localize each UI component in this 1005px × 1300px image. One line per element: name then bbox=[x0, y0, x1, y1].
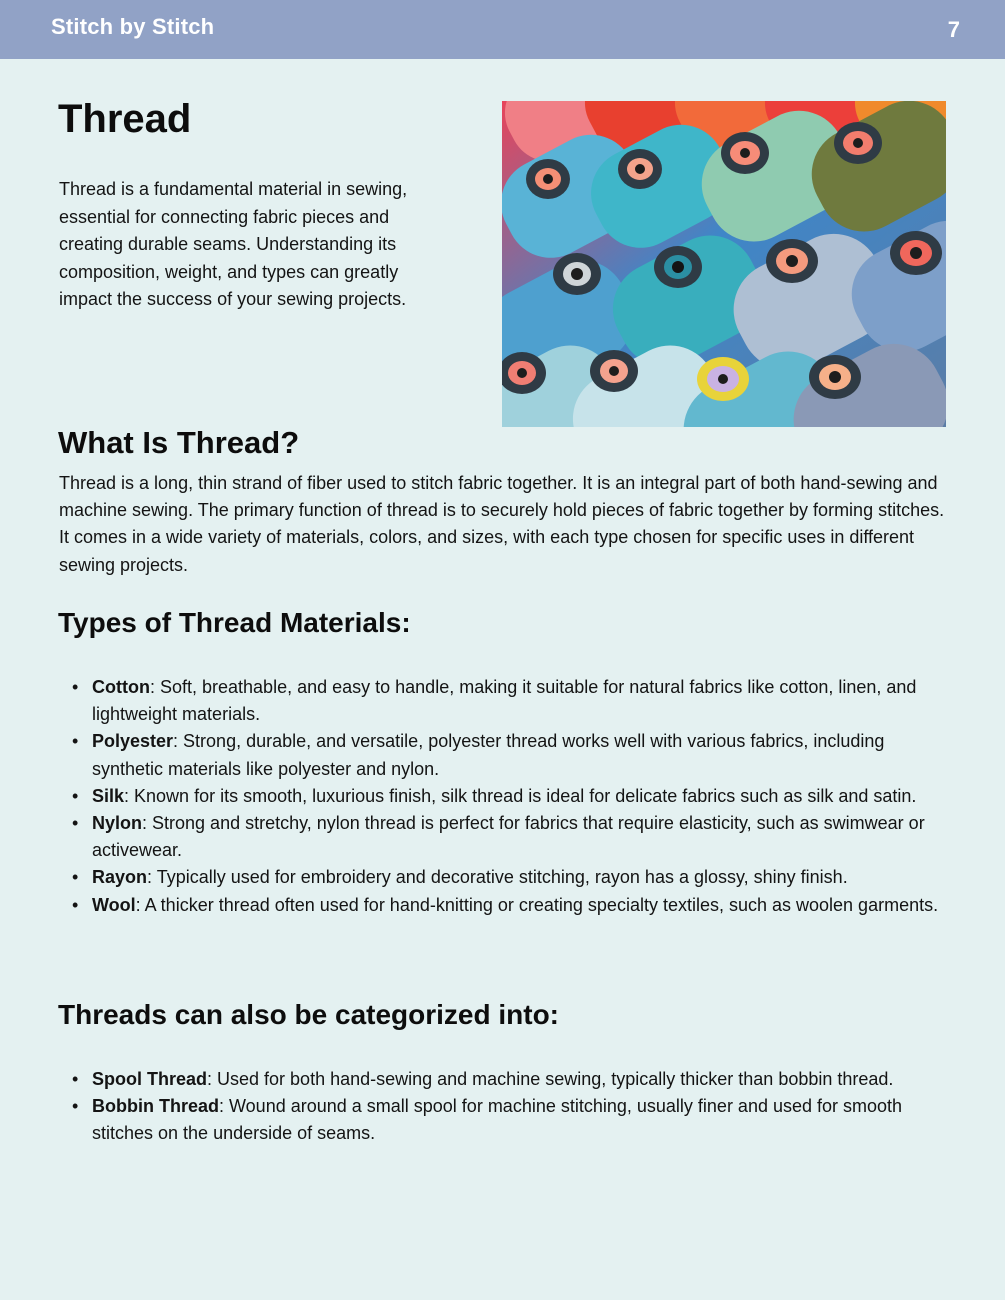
thread-spools-photo bbox=[502, 101, 946, 427]
bullet-icon: • bbox=[72, 894, 79, 915]
page-header bbox=[0, 0, 1005, 59]
item-term: Nylon bbox=[92, 813, 143, 834]
intro-paragraph: Thread is a fundamental material in sewing, essential for connecting fabric pieces and creating durable seams. Understanding its composition, weight, and types can greatly impact the success of your sewing projects. bbox=[59, 179, 408, 309]
materials-list bbox=[59, 674, 949, 919]
bullet-icon: • bbox=[72, 677, 79, 697]
list-item bbox=[59, 783, 949, 810]
item-term: Silk bbox=[92, 785, 125, 806]
item-term: Wool bbox=[92, 894, 136, 915]
item-term: Polyester bbox=[92, 731, 174, 752]
bullet-icon: • bbox=[72, 1096, 79, 1117]
bullet-icon: • bbox=[72, 813, 79, 834]
list-item bbox=[59, 892, 949, 919]
item-description: : Typically used for embroidery and decorative stitching, rayon has a glossy, shiny finish. bbox=[147, 867, 848, 888]
item-description: : A thicker thread often used for hand-knitting or creating specialty textiles, such as woolen garments. bbox=[135, 894, 939, 915]
item-term: Rayon bbox=[92, 867, 148, 888]
list-item bbox=[59, 1093, 949, 1147]
list-item bbox=[59, 810, 949, 864]
list-item bbox=[59, 674, 949, 728]
item-description: : Wound around a small spool for machine stitching, usually finer and used for smooth stitches on the underside of seams. bbox=[92, 1096, 903, 1144]
page-number: 7 bbox=[947, 17, 960, 42]
item-description: : Strong and stretchy, nylon thread is perfect for fabrics that require elasticity, such as swimwear or activewear. bbox=[92, 813, 925, 861]
categories-heading: Threads can also be categorized into: bbox=[58, 999, 560, 1030]
item-term: Spool Thread bbox=[92, 1069, 208, 1089]
brand-name: Stitch by Stitch bbox=[51, 14, 215, 39]
bullet-icon: • bbox=[72, 867, 79, 888]
item-term: Cotton bbox=[92, 677, 150, 697]
bullet-icon: • bbox=[72, 785, 79, 806]
page-title: Thread bbox=[58, 97, 192, 141]
item-term: Bobbin Thread bbox=[92, 1096, 219, 1117]
categories-list bbox=[59, 1066, 949, 1148]
bullet-icon: • bbox=[72, 1069, 79, 1089]
item-description: : Soft, breathable, and easy to handle, making it suitable for natural fabrics like cotton, linen, and lightweight materials. bbox=[92, 677, 917, 725]
what-is-thread-heading: What Is Thread? bbox=[58, 425, 300, 460]
list-item bbox=[59, 1066, 949, 1093]
item-description: : Used for both hand-sewing and machine sewing, typically thicker than bobbin thread. bbox=[207, 1069, 894, 1089]
bullet-icon: • bbox=[72, 731, 79, 752]
item-description: : Known for its smooth, luxurious finish, silk thread is ideal for delicate fabrics such as silk and satin. bbox=[124, 785, 917, 806]
item-description: : Strong, durable, and versatile, polyester thread works well with various fabrics, including synthetic materials like polyester and nylon. bbox=[92, 731, 885, 779]
what-is-thread-paragraph: Thread is a long, thin strand of fiber used to stitch fabric together. It is an integral part of both hand-sewing and machine sewing. The primary function of thread is to securely hold pieces of fabric together by forming stitches. It comes in a wide variety of materials, colors, and sizes, with each type chosen for specific uses in different sewing projects. bbox=[59, 473, 945, 575]
list-item bbox=[59, 864, 949, 891]
list-item bbox=[59, 728, 949, 782]
materials-heading: Types of Thread Materials: bbox=[58, 607, 411, 638]
